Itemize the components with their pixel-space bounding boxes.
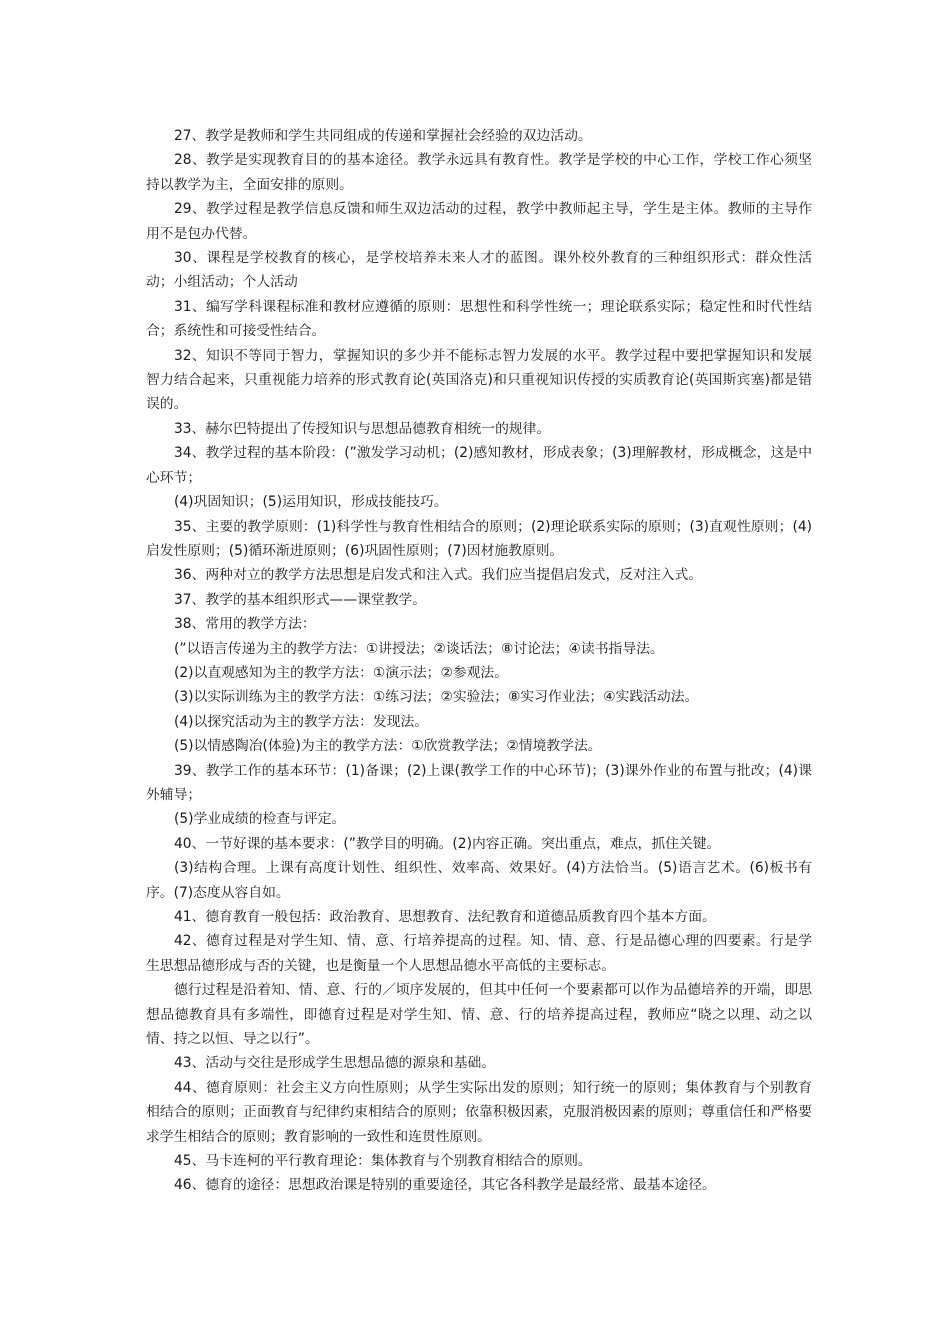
paragraph-38: 38、常用的教学方法： — [174, 616, 316, 633]
paragraph-42: 42、德育过程是对学生知、情、意、行培养提高的过程。知、情、意、行是品德心理的四要素。行是学生思想品德形成与否的关键，也是衡量一个人思想品德水平高低的主要标志。 — [146, 933, 812, 974]
paragraph-39: 39、教学工作的基本环节：(1)备课；(2)上课(教学工作的中心环节)；(3)课外作业的布置与批改；(4)课外辅导； — [146, 762, 812, 803]
paragraph-43: 43、活动与交往是形成学生思想品德的源泉和基础。 — [174, 1055, 496, 1072]
document-body — [146, 124, 812, 1198]
paragraph-34-continued: (4)巩固知识；(5)运用知识，形成技能技巧。 — [174, 494, 448, 511]
paragraph-38-item-5: (5)以情感陶冶(体验)为主的教学方法：①欣赏教学法；②情境教学法。 — [174, 738, 602, 755]
paragraph-42-continued: 德行过程是沿着知、情、意、行的／顷序发展的，但其中任何一个要素都可以作为品德培养的开端，即思想品德教育具有多端性，即德育过程是对学生知、情、意、行的培养提高过程，教师应“晓之以理、动之以情、持之以恒、导之以行”。 — [146, 982, 812, 1048]
paragraph-40-continued: (3)结构合理。上课有高度计划性、组织性、效率高、效果好。(4)方法恰当。(5)语言艺术。(6)板书有序。(7)态度从容自如。 — [146, 860, 812, 901]
paragraph-35: 35、主要的教学原则：(1)科学性与教育性相结合的原则；(2)理论联系实际的原则；(3)直观性原则；(4)启发性原则；(5)循环渐进原则；(6)巩固性原则；(7)因材施教原则。 — [146, 518, 812, 559]
paragraph-27: 27、教学是教师和学生共同组成的传递和掌握社会经验的双边活动。 — [174, 128, 592, 144]
paragraph-36: 36、两种对立的教学方法思想是启发式和注入式。我们应当提倡启发式，反对注入式。 — [174, 567, 703, 584]
paragraph-41: 41、德育教育一般包括：政治教育、思想教育、法纪教育和道德品质教育四个基本方面。 — [174, 909, 716, 925]
paragraph-30: 30、课程是学校教育的核心，是学校培养未来人才的蓝图。课外校外教育的三种组织形式：群众性活动；小组活动；个人活动 — [146, 250, 812, 291]
paragraph-40: 40、一节好课的基本要求：(”教学目的明确。(2)内容正确。突出重点，难点，抓住关键。 — [174, 835, 721, 852]
paragraph-38-item-2: (2)以直观感知为主的教学方法：①演示法；②参观法。 — [174, 664, 509, 681]
paragraph-28: 28、教学是实现教育目的的基本途径。教学永远具有教育性。教学是学校的中心工作，学校工作心须坚持以教学为主，全面安排的原则。 — [146, 152, 812, 193]
paragraph-44: 44、德育原则：社会主义方向性原则；从学生实际出发的原则；知行统一的原则；集体教育与个别教育相结合的原则；正面教育与纪律约束相结合的原则；依靠积极因素，克服消极因素的原则；尊重信任和严格要求学生相结合的原则；教育影响的一致性和连贯性原则。 — [146, 1079, 812, 1145]
paragraph-33: 33、赫尔巴特提出了传授知识与思想品德教育相统一的规律。 — [174, 420, 551, 437]
paragraph-34: 34、教学过程的基本阶段：(”激发学习动机；(2)感知教材，形成表象；(3)理解教材，形成概念，这是中心环节； — [146, 445, 812, 486]
paragraph-32: 32、知识不等同于智力，掌握知识的多少并不能标志智力发展的水平。教学过程中要把掌握知识和发展智力结合起来，只重视能力培养的形式教育论(英国洛克)和只重视知识传授的实质教育论(英国斯宾塞)都是错误的。 — [146, 347, 812, 413]
paragraph-37: 37、教学的基本组织形式——课堂教学。 — [174, 591, 427, 608]
paragraph-39-continued: (5)学业成绩的检查与评定。 — [174, 811, 346, 828]
paragraph-38-item-3: (3)以实际训练为主的教学方法：①练习法；②实验法；⑧实习作业法；④实践活动法。 — [174, 689, 699, 706]
paragraph-31: 31、编写学科课程标准和教材应遵循的原则：思想性和科学性统一；理论联系实际；稳定性和时代性结合；系统性和可接受性结合。 — [146, 298, 812, 340]
paragraph-45: 45、马卡连柯的平行教育理论：集体教育与个别教育相结合的原则。 — [174, 1153, 592, 1170]
paragraph-38-item-4: (4)以探究活动为主的教学方法：发现法。 — [174, 713, 429, 730]
paragraph-38-item-1: (”以语言传递为主的教学方法：①讲授法；②谈话法；⑧讨论法；④读书指导法。 — [174, 640, 664, 657]
paragraph-46: 46、德育的途径：思想政治课是特别的重要途径，其它各科教学是最经常、最基本途径。 — [174, 1177, 716, 1194]
paragraph-29: 29、教学过程是教学信息反馈和师生双边活动的过程，教学中教师起主导，学生是主体。教师的主导作用不是包办代替。 — [146, 201, 812, 242]
